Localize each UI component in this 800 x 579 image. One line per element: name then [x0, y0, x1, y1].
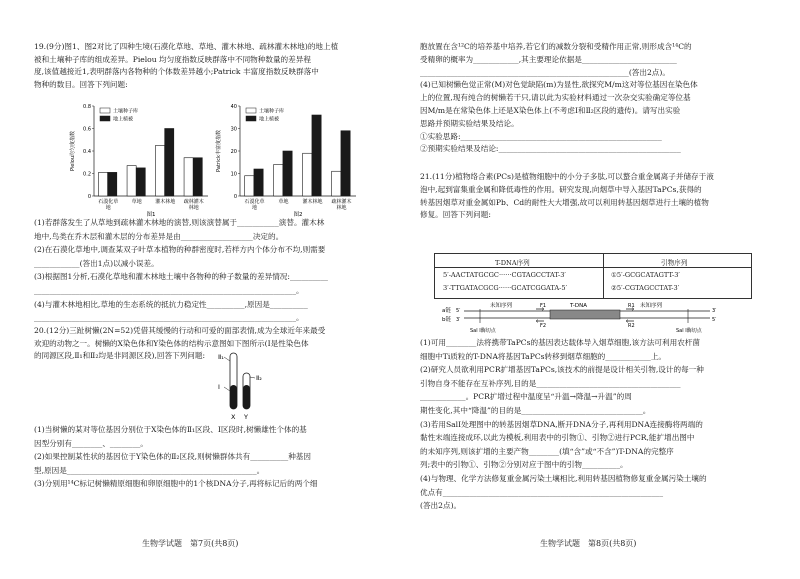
x-tick-label: 灌木林地	[155, 199, 176, 205]
bar-vegetation	[193, 158, 202, 196]
text-line: (2)在石漠化草地中,调查某双子叶草本植物的种群密度时,若样方内个体分布不均,则需要	[34, 245, 326, 255]
legend-swatch	[100, 116, 110, 121]
bar-seed-bank	[184, 158, 193, 196]
x-tick-label: 疏林灌木	[331, 199, 352, 205]
label-sal-right: Sal Ⅰ酶切点	[676, 328, 702, 334]
legend-swatch	[246, 116, 256, 121]
bar-vegetation	[136, 168, 145, 196]
svg-text:3′: 3′	[456, 317, 461, 323]
y-tick-label: 40	[230, 104, 237, 110]
bar-seed-bank	[274, 165, 283, 197]
text-line: (3)根据图1分析,石漠化草地和灌木林地土壤中各物种的种子数量的差异情况:__________	[34, 272, 328, 282]
table-header-primer: 引物序列	[661, 259, 688, 267]
bar-vegetation	[312, 115, 321, 196]
legend-label: 地上植被	[113, 116, 134, 123]
y-homologous-region	[243, 385, 250, 409]
svg-text:3′: 3′	[712, 308, 717, 314]
y-tick-label: 10	[230, 171, 237, 178]
text-line: (3)分别用¹⁴C标记树懒精原细胞和卵原细胞中的1个核DNA分子,再将标记后的两个细	[34, 479, 318, 489]
text-line: 上的位置,现有纯合的树懒若干只,请以此为实验材料通过一次杂交实验确定等位基	[420, 93, 691, 103]
table-header-tdna: T-DNA序列	[495, 259, 530, 267]
tdna-block	[550, 310, 620, 319]
legend-swatch	[246, 108, 256, 113]
text-line: 细胞中Ti质粒的T-DNA将基因TaPCs转移到烟草细胞的____________上。	[420, 351, 667, 361]
text-line: 地中,鸟类在乔木层和灌木层的分布差异是由___________________决定的。	[34, 231, 284, 241]
text-line: (4)与灌木林地相比,草地的生态系统的抵抗力稳定性__________,原因是__________	[34, 299, 308, 309]
text-line: 修复。回答下列问题:	[420, 210, 491, 220]
bar-vegetation	[341, 131, 350, 196]
y-tick-label: 0.2	[83, 171, 91, 178]
y-axis-label: Patrick丰富度指数	[216, 130, 222, 172]
svg-text:5′: 5′	[456, 308, 461, 314]
text-line: ____________(答出1点)以减小误差。	[34, 258, 159, 268]
label-unknown-right: 未知序列	[640, 303, 663, 309]
xy-chromosome-diagram	[210, 347, 300, 427]
text-line: (2)如果控制某性状的基因位于Y染色体的Ⅱ₂区段,则树懒群体共有__________种基因	[34, 452, 311, 462]
text-line: _____________________________________________________________________。	[34, 286, 304, 295]
x-tick-label: 地	[251, 205, 258, 211]
legend-swatch	[100, 108, 110, 113]
figure-1-pielou-chart	[66, 100, 214, 218]
text-line: 胞放置在含¹²C的培养基中培养,若它们的减数分裂和受精作用正常,则形成含¹⁴C的	[420, 42, 692, 51]
text-line: ②预期实验结果及结论:________________________________________________	[420, 144, 681, 154]
text-line: (3)若用SalⅠ处理图中的转基因烟草DNA,断开DNA分子,再利用DNA连接酶将两端的	[420, 419, 703, 429]
text-line: 期性变化,其中“降温”的目的是________________________________。	[420, 406, 651, 415]
table-cell: ②5′-CGTAGCCTAT-3′	[611, 284, 680, 292]
text-line: (4)已知树懒色觉正常(M)对色觉缺陷(m)为显性,欲探究M/m这对等位基因在染色体	[420, 80, 698, 90]
text-line: (1)若群落发生了从草地到疏林灌木林地的演替,则该演替属于___________演替。灌木林	[34, 218, 325, 227]
y-tick-label: 0.8	[83, 104, 91, 110]
text-line: (答出2点)。	[420, 501, 462, 511]
sequence-table	[434, 253, 752, 299]
text-line: 泡中,起到富集重金属和降低毒性的作用。研究发现,向烟草中导入基因TaPCs,获得的	[420, 184, 702, 194]
table-cell: ①5′-GCGCATAGTT-3′	[611, 271, 680, 279]
label-y: Y	[244, 413, 248, 421]
y-tick-label: 0.6	[83, 126, 91, 133]
legend-label: 土壤种子库	[259, 108, 285, 115]
x-tick-label: 石漠化草	[244, 199, 265, 205]
bar-seed-bank	[303, 153, 312, 196]
x-homologous-region	[230, 385, 237, 409]
x-tick-label: 地	[105, 205, 111, 211]
right-page	[400, 0, 800, 579]
bar-seed-bank	[332, 171, 341, 196]
text-line: _______________________________________________________(答出2点)。	[420, 67, 670, 77]
label-i: Ⅰ	[218, 383, 220, 391]
tdna-insertion-diagram	[440, 301, 740, 335]
figure-caption: 图1	[146, 212, 156, 218]
text-line: 因型分别有________、________。	[34, 438, 148, 448]
text-line: (1)可用________法将携带TaPCs的基因表达载体导入烟草细胞,该方法可利用农杆菌	[420, 338, 700, 347]
text-line: 欢迎的动物之一。树懒的X染色体和Y染色体的结构示意图如下图所示(Ⅰ是性染色体	[34, 338, 309, 348]
text-line: 20.(12分)三趾树懒(2N=52)凭借其缓慢的行动和可爱的面部表情,成为全球近年来最受	[34, 326, 326, 335]
text-line: 度,该值越接近1,表明群落内各物种的个体数差异越小;Patrick 丰富度指数反映群落中	[34, 67, 319, 77]
bar-seed-bank	[99, 172, 108, 196]
text-line: 因M/m是在常染色体上还是X染色体上(不考虑Ⅰ和Ⅱ₂区段的遗传)。请写出实验	[420, 106, 681, 115]
text-line: 的同源区段,Ⅱ₁和Ⅱ₂均是非同源区段),回答下列问题:	[34, 351, 206, 361]
figure-caption: 图2	[293, 212, 303, 218]
x-tick-label: 草地	[278, 199, 289, 205]
text-line: 列;表中的引物①、引物②分别对应于图中的引物__________。	[420, 460, 628, 470]
x-tick-label: 草地	[131, 199, 142, 205]
text-line: 引物自身不能存在互补序列,目的是______________________________________	[420, 378, 681, 388]
x-tick-label: 石漠化草	[98, 199, 119, 205]
label-f2: F2	[540, 323, 547, 329]
bar-vegetation	[283, 151, 292, 196]
label-ii2: Ⅱ₂	[256, 374, 262, 382]
text-line: 21.(11分)植物络合素(PCs)是植物细胞中的小分子多肽,可以螯合重金属离子并储存于液	[420, 172, 714, 181]
text-line: (2)研究人员欲利用PCR扩增基因TaPCs,该技术的前提是设计相关引物,设计的每一种	[420, 365, 704, 375]
y-axis-label: Pielou均匀度指数	[70, 131, 76, 171]
y-tick-label: 30	[230, 126, 237, 133]
text-line: 型,原因是__________________________________________________。	[34, 465, 265, 475]
text-line: (1)当树懒的某对等位基因分别位于X染色体的Ⅱ₁区段、Ⅰ区段时,树懒雄性个体的基	[34, 425, 307, 434]
y-tick-label: 0	[233, 194, 237, 200]
label-f1: F1	[540, 303, 547, 309]
bar-vegetation	[165, 129, 174, 197]
text-line: 19.(9分)图1、图2对比了四种生境(石漠化草地、草地、灌木林地、疏林灌木林地)的地上植	[34, 42, 339, 51]
text-line: 物种的数目。回答下列问题:	[34, 79, 128, 89]
x-tick-label: 林地	[336, 205, 347, 211]
label-unknown-left: 未知序列	[490, 303, 513, 309]
page-footer-left: 生物学试题 第7页(共8页)	[142, 539, 239, 548]
bar-vegetation	[254, 169, 263, 196]
text-line: ①实验思路:_____________________________________________________	[420, 131, 662, 141]
y-tick-label: 0	[87, 194, 91, 200]
bar-seed-bank	[127, 166, 136, 196]
table-cell: 3′-TTGATACGCG······GCATCGGATA-5′	[443, 284, 568, 292]
text-line: 的未知序列,则该扩增的主要产物________(填“含”或“不含”)T-DNA的完整序	[420, 446, 674, 456]
label-ii1: Ⅱ₁	[218, 353, 224, 361]
label-sal-left: Sal Ⅰ酶切点	[470, 328, 496, 334]
y-tick-label: 20	[230, 149, 237, 155]
bar-seed-bank	[245, 176, 254, 196]
bar-seed-bank	[156, 145, 165, 196]
label-x: X	[231, 413, 236, 421]
text-line: 黏性末端连接成环,以此为模板,利用表中的引物①、引物②进行PCR,能扩增出图中	[420, 433, 695, 443]
legend-label: 地上植被	[259, 116, 280, 123]
bar-vegetation	[108, 172, 117, 196]
text-line: 转基因烟草对重金属如Pb、Cd的耐性大大增强,故可以利用转基因烟草进行土壤的植物	[420, 197, 709, 207]
x-tick-label: 林地	[188, 205, 199, 211]
label-chain-b: b链	[442, 317, 451, 323]
y-tick-label: 0.4	[83, 149, 91, 155]
legend-label: 土壤种子库	[113, 108, 139, 115]
figure-2-patrick-chart	[212, 100, 362, 218]
text-line: 思路并预期实验结果及结论。	[420, 118, 519, 128]
page-footer-right: 生物学试题 第8页(共8页)	[540, 539, 637, 548]
text-line: 优点有__________________________________________________________	[420, 487, 663, 497]
x-tick-label: 疏林灌木	[183, 199, 204, 205]
label-tdna: T-DNA	[570, 303, 587, 309]
label-chain-a: a链	[442, 308, 451, 314]
label-r1: R1	[628, 303, 635, 309]
x-tick-label: 灌木林地	[302, 199, 323, 205]
text-line: (4)与物理、化学方法修复重金属污染土壤相比,利用转基因植物修复重金属污染土壤的	[420, 474, 707, 483]
text-line: _____________________________________________________________________。	[34, 313, 304, 323]
text-line: 被和土壤种子库的组成差异。Pielou 均匀度指数反映群落中不同物种数量的差异程	[34, 54, 311, 64]
svg-text:5′: 5′	[712, 317, 717, 323]
label-r2: R2	[628, 323, 635, 329]
text-line: 受精卵的概率为____________,其主要理论依据是_________________________	[420, 54, 677, 64]
text-line: ____________。PCR扩增过程中温度呈“升温→降温→升温”的周	[420, 392, 632, 402]
table-cell: 5′-AACTATGCGC······CGTAGCCTAT-3′	[443, 271, 566, 279]
